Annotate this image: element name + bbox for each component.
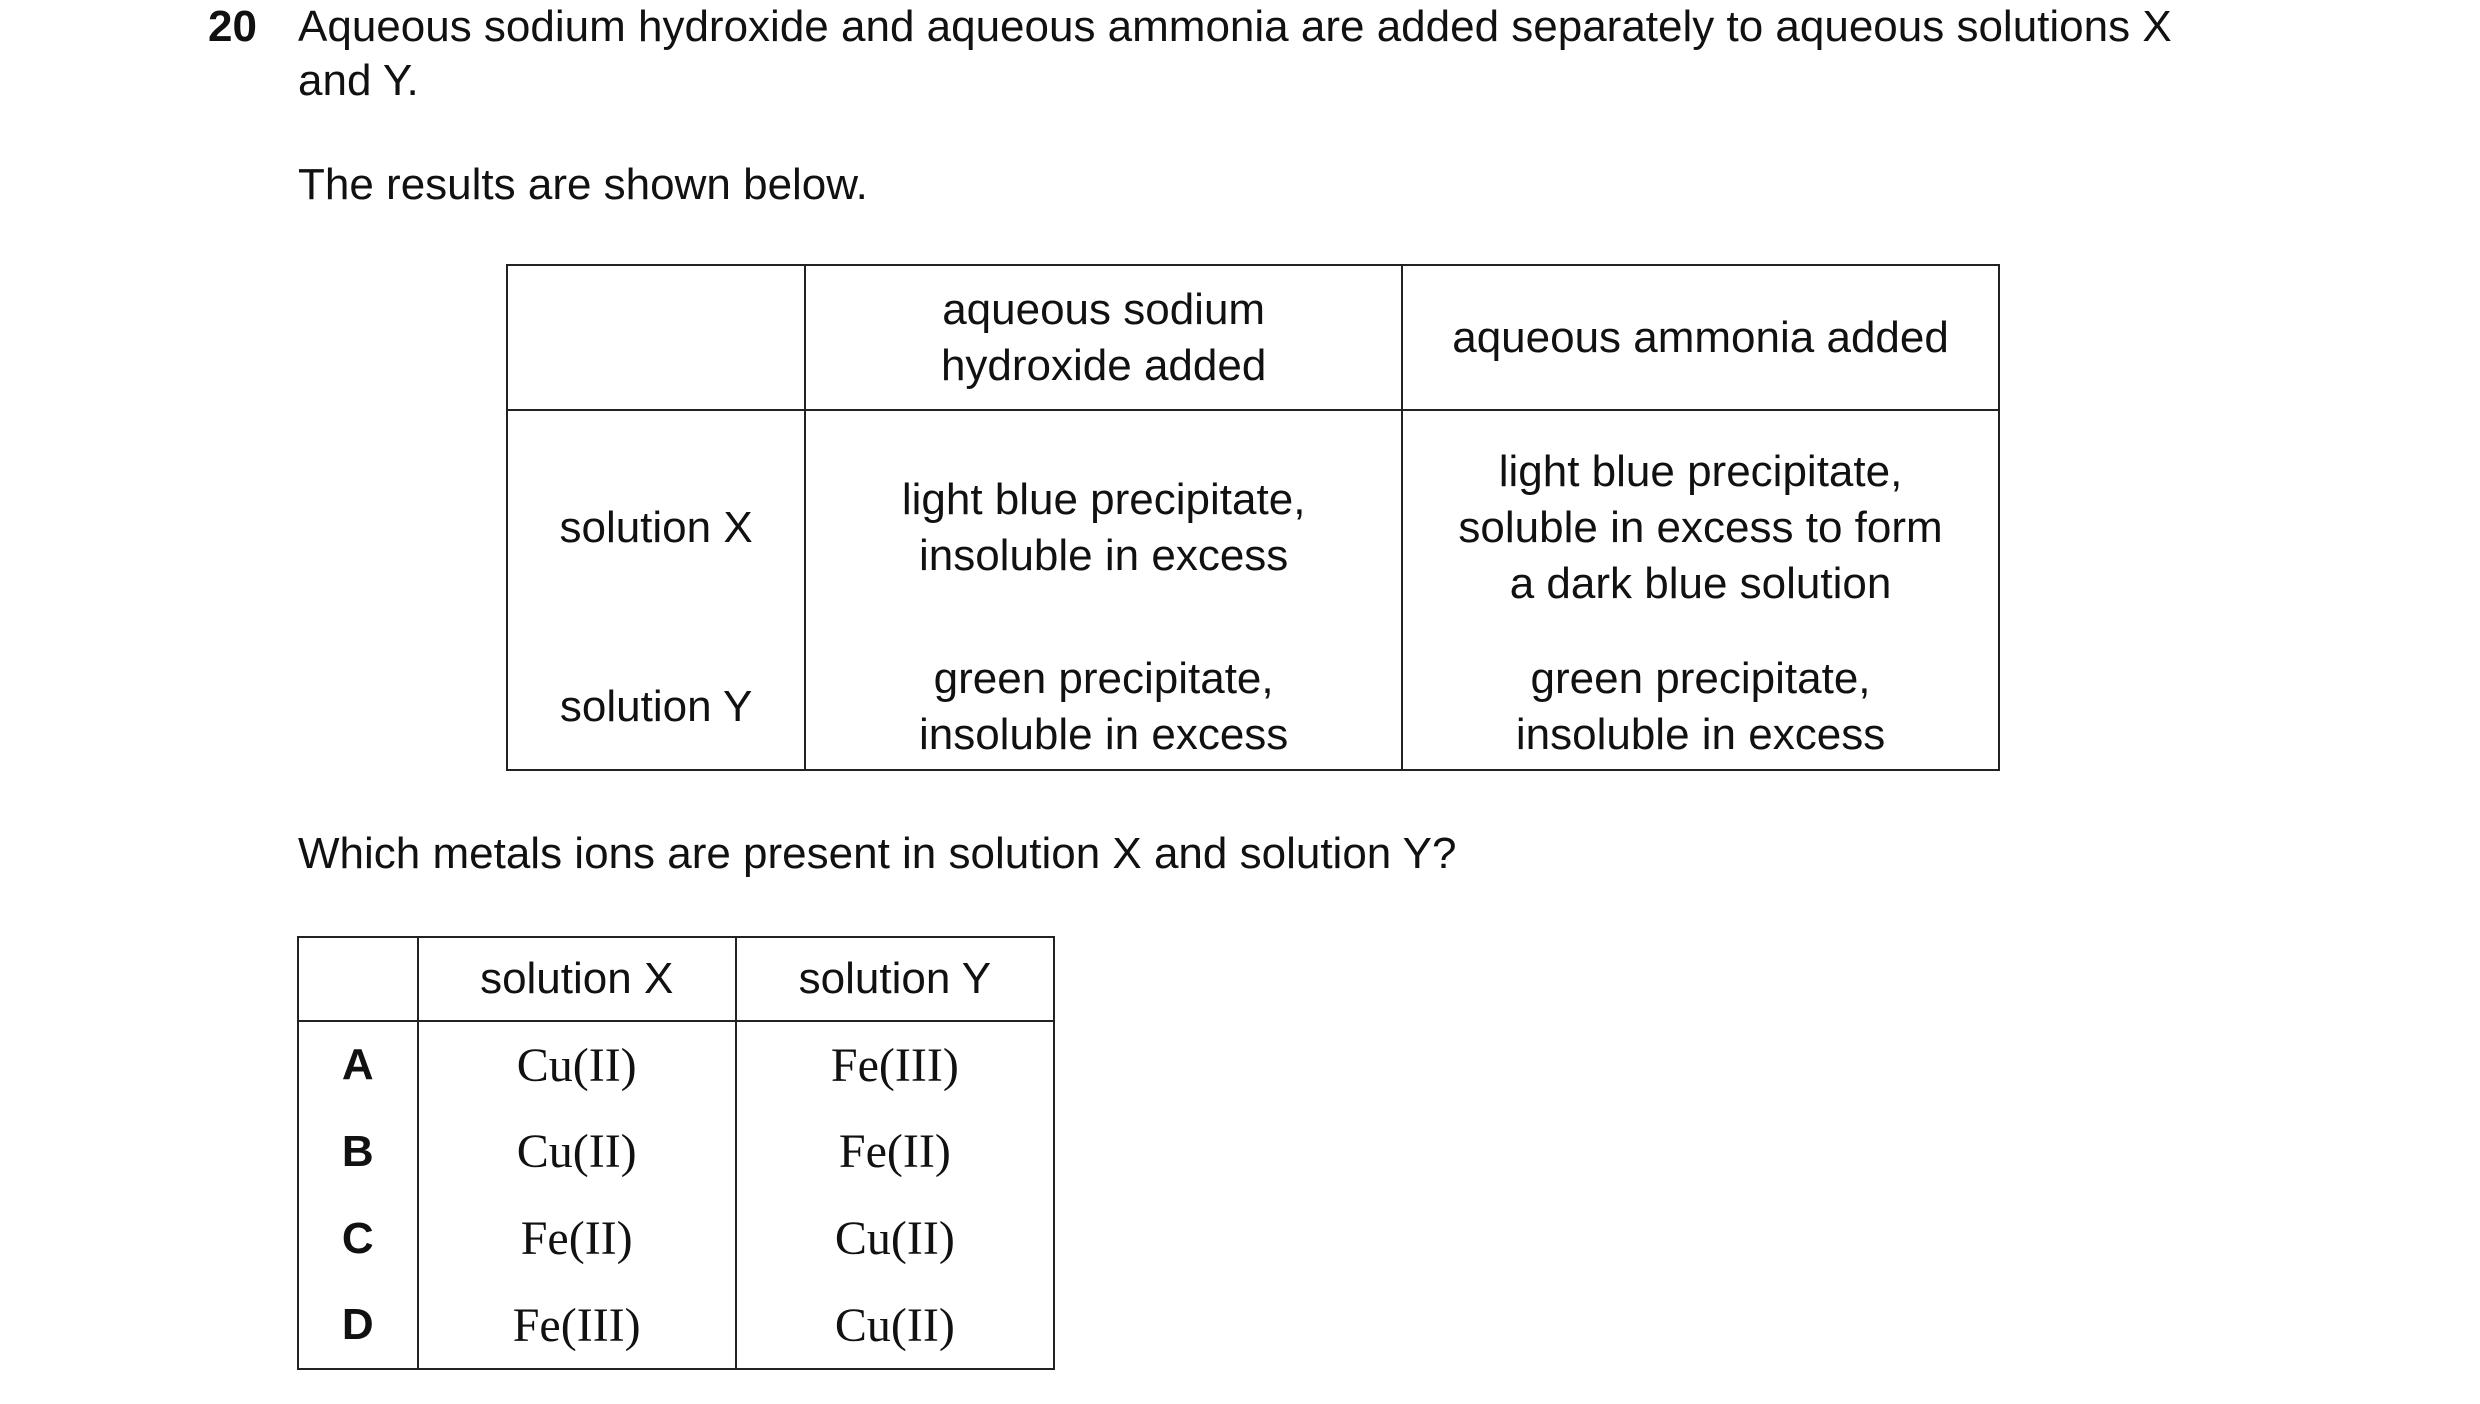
question-stem-line: and Y. (298, 56, 419, 105)
answer-option-d[interactable] (298, 1282, 1054, 1369)
question-stem (298, 0, 2398, 108)
cell-line: a dark blue solution (1509, 558, 1892, 608)
option-letter[interactable]: B (298, 1108, 418, 1195)
option-letter[interactable]: A (298, 1021, 418, 1108)
cell-x-naoh (805, 410, 1402, 644)
cell-line: light blue precipitate, (901, 474, 1306, 524)
cell-line: insoluble in excess (1515, 709, 1886, 759)
cell-line: green precipitate, (1530, 653, 1871, 703)
cell-line: insoluble in excess (918, 709, 1289, 759)
results-row-solution-x (507, 410, 1999, 644)
option-solution-x: Fe(III) (418, 1282, 736, 1369)
header-line: hydroxide added (940, 340, 1267, 390)
option-solution-x: Fe(II) (418, 1195, 736, 1282)
option-solution-x: Cu(II) (418, 1108, 736, 1195)
question-number: 20 (208, 2, 257, 51)
results-row-solution-y (507, 644, 1999, 770)
answer-table (297, 936, 1055, 1370)
cell-line: light blue precipitate, (1498, 446, 1903, 496)
results-header-naoh (805, 265, 1402, 410)
header-line: aqueous sodium (942, 284, 1266, 334)
row-label-solution-x: solution X (507, 410, 805, 644)
answer-header-empty (298, 937, 418, 1021)
answer-option-c[interactable] (298, 1195, 1054, 1282)
row-label-solution-y: solution Y (507, 644, 805, 770)
cell-line: soluble in excess to form (1458, 502, 1943, 552)
results-header-empty (507, 265, 805, 410)
question-prompt: Which metals ions are present in solution X and solution Y? (298, 829, 1457, 878)
cell-x-nh3 (1402, 410, 1999, 644)
option-solution-y: Fe(II) (736, 1108, 1054, 1195)
question-stem-line: Aqueous sodium hydroxide and aqueous ammonia are added separately to aqueous solutions X (298, 2, 2172, 51)
cell-y-nh3 (1402, 644, 1999, 770)
cell-line: green precipitate, (933, 653, 1274, 703)
option-solution-x: Cu(II) (418, 1021, 736, 1108)
results-header-nh3 (1402, 265, 1999, 410)
option-letter[interactable]: C (298, 1195, 418, 1282)
cell-line: insoluble in excess (918, 530, 1289, 580)
option-solution-y: Cu(II) (736, 1195, 1054, 1282)
option-letter[interactable]: D (298, 1282, 418, 1369)
header-line: aqueous ammonia added (1452, 312, 1949, 362)
option-solution-y: Fe(III) (736, 1021, 1054, 1108)
answer-header-solution-x: solution X (418, 937, 736, 1021)
answer-option-a[interactable] (298, 1021, 1054, 1108)
answer-option-b[interactable] (298, 1108, 1054, 1195)
option-solution-y: Cu(II) (736, 1282, 1054, 1369)
results-table (506, 264, 2000, 771)
intro-text: The results are shown below. (298, 160, 868, 209)
answer-header-solution-y: solution Y (736, 937, 1054, 1021)
cell-y-naoh (805, 644, 1402, 770)
answer-header-row (298, 937, 1054, 1021)
results-header-row (507, 265, 1999, 410)
